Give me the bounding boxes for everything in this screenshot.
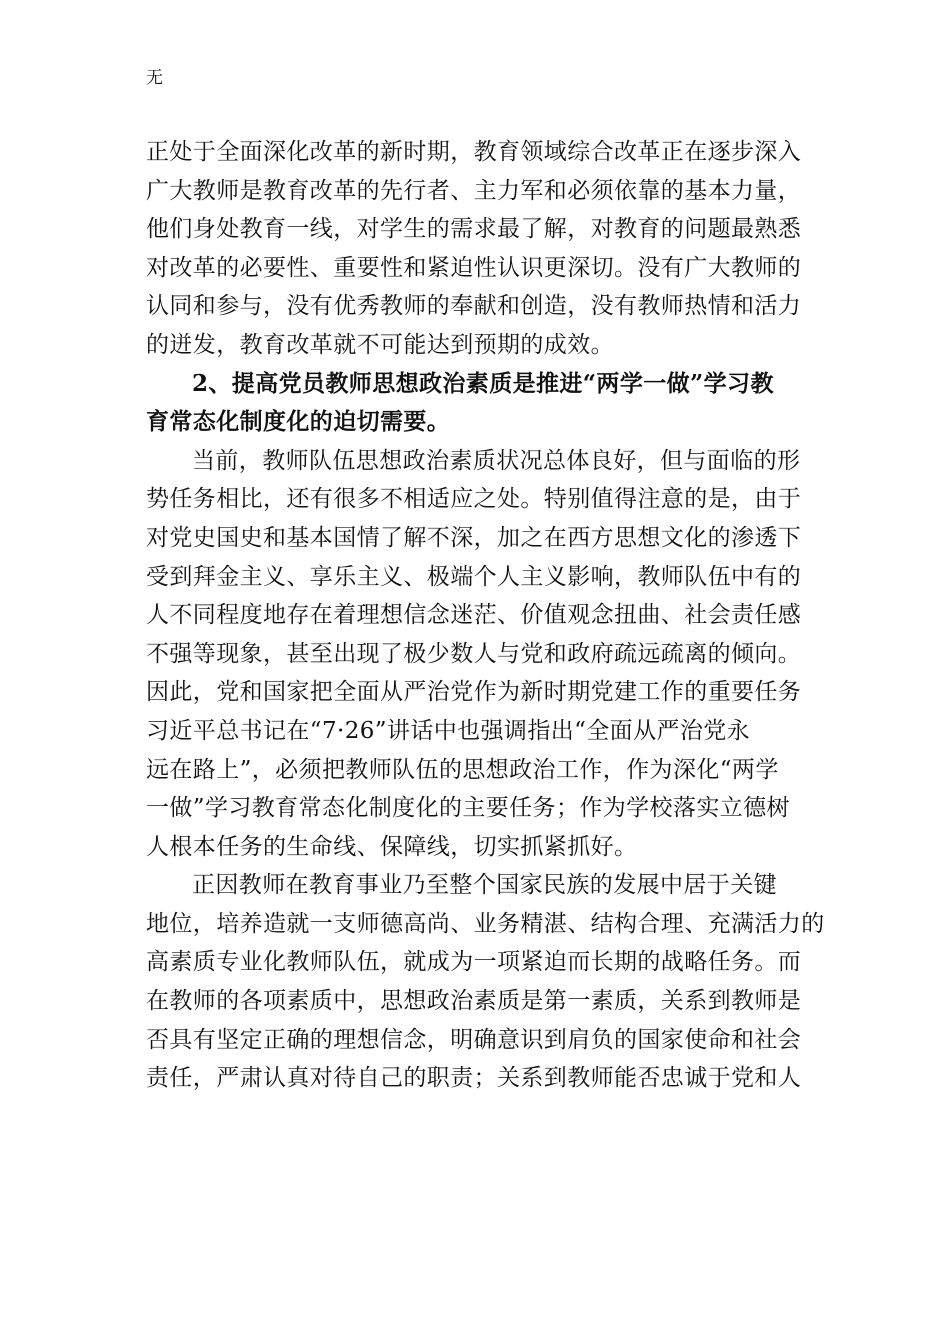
document-body xyxy=(146,133,826,1098)
text-line: 因此，党和国家把全面从严治党作为新时期党建工作的重要任务 xyxy=(146,679,802,706)
paragraph-1 xyxy=(146,133,826,365)
text-line: 对改革的必要性、重要性和紧迫性认识更深切。没有广大教师的 xyxy=(146,254,802,281)
text-line: 责任，严肃认真对待自己的职责；关系到教师能否忠诚于党和人 xyxy=(146,1065,802,1092)
heading-line: 2、提高党员教师思想政治素质是推进“两学一做”学习教 xyxy=(192,369,774,397)
section-heading-2 xyxy=(146,365,826,442)
text-line: 势任务相比，还有很多不相适应之处。特别值得注意的是，由于 xyxy=(146,486,802,513)
text-line: 一做”学习教育常态化制度化的主要任务；作为学校落实立德树 xyxy=(146,795,790,822)
text-line: 在教师的各项素质中，思想政治素质是第一素质，关系到教师是 xyxy=(146,988,802,1015)
text-line: 人根本任务的生命线、保障线，切实抓紧抓好。 xyxy=(146,833,638,860)
text-line: 广大教师是教育改革的先行者、主力军和必须依靠的基本力量， xyxy=(146,177,802,204)
text-line: 他们身处教育一线，对学生的需求最了解，对教育的问题最熟悉 xyxy=(146,216,802,243)
text-line: 正因教师在教育事业乃至整个国家民族的发展中居于关键 xyxy=(192,872,777,899)
text-line: 对党史国史和基本国情了解不深，加之在西方思想文化的渗透下 xyxy=(146,524,802,551)
paragraph-3 xyxy=(146,442,826,867)
text-line: 否具有坚定正确的理想信念，明确意识到肩负的国家使命和社会 xyxy=(146,1026,802,1053)
text-line: 当前，教师队伍思想政治素质状况总体良好，但与面临的形 xyxy=(192,447,801,474)
page-header: 无 xyxy=(146,68,163,88)
text-line: 的迸发，教育改革就不可能达到预期的成效。 xyxy=(146,331,614,358)
paragraph-4 xyxy=(146,866,826,1098)
text-line: 远在路上”，必须把教师队伍的思想政治工作，作为深化“两学 xyxy=(146,756,779,783)
heading-line: 育常态化制度化的迫切需要。 xyxy=(146,408,451,436)
text-line: 人不同程度地存在着理想信念迷茫、价值观念扭曲、社会责任感 xyxy=(146,602,802,629)
text-line: 不强等现象，甚至出现了极少数人与党和政府疏远疏离的倾向。 xyxy=(146,640,802,667)
text-line: 高素质专业化教师队伍，就成为一项紧迫而长期的战略任务。而 xyxy=(146,949,802,976)
text-line: 地位，培养造就一支师德高尚、业务精湛、结构合理、充满活力的 xyxy=(146,910,825,937)
text-line: 认同和参与，没有优秀教师的奉献和创造，没有教师热情和活力 xyxy=(146,293,802,320)
text-line: 受到拜金主义、享乐主义、极端个人主义影响，教师队伍中有的 xyxy=(146,563,802,590)
text-line: 正处于全面深化改革的新时期，教育领域综合改革正在逐步深入 xyxy=(146,139,802,165)
text-line: 习近平总书记在“7·26”讲话中也强调指出“全面从严治党永 xyxy=(146,717,751,744)
